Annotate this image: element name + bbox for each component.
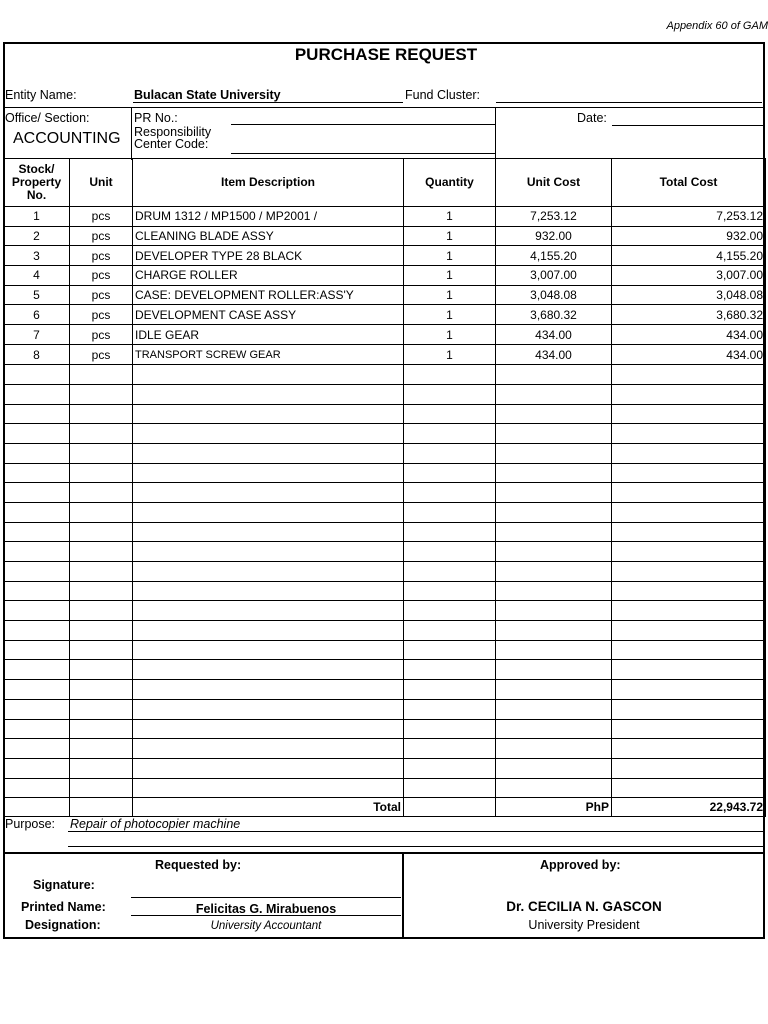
divider bbox=[495, 107, 496, 160]
col-header-unit: Unit bbox=[70, 159, 133, 207]
entity-name-value: Bulacan State University bbox=[134, 88, 281, 102]
designation-label: Designation: bbox=[25, 918, 101, 932]
empty-cell bbox=[612, 660, 766, 680]
empty-cell bbox=[404, 660, 496, 680]
empty-cell bbox=[4, 601, 70, 621]
empty-table-row bbox=[4, 680, 766, 700]
empty-cell bbox=[612, 483, 766, 503]
empty-table-row bbox=[4, 404, 766, 424]
item-description: DEVELOPMENT CASE ASSY bbox=[133, 305, 404, 325]
table-row bbox=[4, 305, 766, 325]
empty-cell bbox=[70, 660, 133, 680]
empty-cell bbox=[4, 739, 70, 759]
empty-cell bbox=[133, 443, 404, 463]
empty-cell bbox=[404, 384, 496, 404]
empty-cell bbox=[612, 384, 766, 404]
empty-cell bbox=[496, 542, 612, 562]
empty-cell bbox=[133, 778, 404, 798]
approver-name: Dr. CECILIA N. GASCON bbox=[506, 899, 662, 914]
empty-cell bbox=[404, 581, 496, 601]
empty-table-row bbox=[4, 384, 766, 404]
table-row bbox=[4, 207, 766, 227]
empty-cell bbox=[404, 601, 496, 621]
table-row bbox=[4, 285, 766, 305]
empty-cell bbox=[404, 640, 496, 660]
empty-cell bbox=[4, 660, 70, 680]
col-header-stock: Stock/ Property No. bbox=[4, 159, 70, 207]
empty-cell bbox=[612, 542, 766, 562]
item-unit: pcs bbox=[70, 345, 133, 365]
empty-cell bbox=[70, 798, 133, 817]
empty-table-row bbox=[4, 739, 766, 759]
item-unit-cost: 932.00 bbox=[496, 226, 612, 246]
empty-cell bbox=[404, 502, 496, 522]
divider bbox=[5, 107, 763, 108]
empty-cell bbox=[70, 680, 133, 700]
empty-cell bbox=[496, 640, 612, 660]
empty-cell bbox=[496, 483, 612, 503]
empty-cell bbox=[496, 404, 612, 424]
empty-cell bbox=[612, 758, 766, 778]
empty-cell bbox=[4, 778, 70, 798]
empty-cell bbox=[496, 758, 612, 778]
empty-cell bbox=[70, 739, 133, 759]
empty-cell bbox=[70, 640, 133, 660]
purpose-value: Repair of photocopier machine bbox=[70, 817, 241, 831]
item-quantity: 1 bbox=[404, 305, 496, 325]
empty-cell bbox=[496, 601, 612, 621]
empty-cell bbox=[70, 621, 133, 641]
empty-table-row bbox=[4, 601, 766, 621]
empty-cell bbox=[404, 699, 496, 719]
pr-no-label: PR No.: bbox=[134, 111, 178, 125]
empty-cell bbox=[133, 384, 404, 404]
col-header-description: Item Description bbox=[133, 159, 404, 207]
empty-cell bbox=[133, 483, 404, 503]
empty-cell bbox=[70, 404, 133, 424]
empty-cell bbox=[612, 404, 766, 424]
empty-cell bbox=[70, 562, 133, 582]
purpose-underline-2 bbox=[68, 846, 765, 847]
office-section-value: ACCOUNTING bbox=[13, 130, 121, 147]
empty-cell bbox=[496, 699, 612, 719]
empty-cell bbox=[612, 443, 766, 463]
empty-table-row bbox=[4, 424, 766, 444]
purpose-underline bbox=[68, 831, 765, 832]
item-quantity: 1 bbox=[404, 246, 496, 266]
item-unit: pcs bbox=[70, 266, 133, 286]
table-row bbox=[4, 246, 766, 266]
empty-table-row bbox=[4, 699, 766, 719]
empty-cell bbox=[4, 581, 70, 601]
empty-cell bbox=[4, 384, 70, 404]
empty-cell bbox=[404, 758, 496, 778]
empty-cell bbox=[70, 463, 133, 483]
item-description: DEVELOPER TYPE 28 BLACK bbox=[133, 246, 404, 266]
empty-cell bbox=[4, 404, 70, 424]
requester-designation: University Accountant bbox=[210, 920, 322, 932]
item-total-cost: 434.00 bbox=[612, 325, 766, 345]
table-row bbox=[4, 345, 766, 365]
empty-table-row bbox=[4, 502, 766, 522]
empty-cell bbox=[70, 483, 133, 503]
empty-cell bbox=[133, 660, 404, 680]
empty-cell bbox=[133, 404, 404, 424]
empty-cell bbox=[70, 443, 133, 463]
table-row bbox=[4, 325, 766, 345]
empty-cell bbox=[404, 621, 496, 641]
rcc-underline bbox=[231, 153, 495, 154]
item-total-cost: 932.00 bbox=[612, 226, 766, 246]
col-header-quantity: Quantity bbox=[404, 159, 496, 207]
item-description: CHARGE ROLLER bbox=[133, 266, 404, 286]
empty-cell bbox=[4, 424, 70, 444]
total-label: Total bbox=[133, 798, 404, 817]
empty-cell bbox=[4, 798, 70, 817]
empty-cell bbox=[612, 778, 766, 798]
item-total-cost: 3,680.32 bbox=[612, 305, 766, 325]
empty-cell bbox=[496, 660, 612, 680]
items-table bbox=[3, 158, 766, 817]
empty-cell bbox=[612, 621, 766, 641]
empty-cell bbox=[496, 443, 612, 463]
item-quantity: 1 bbox=[404, 207, 496, 227]
empty-cell bbox=[612, 739, 766, 759]
empty-table-row bbox=[4, 522, 766, 542]
item-description: CLEANING BLADE ASSY bbox=[133, 226, 404, 246]
empty-cell bbox=[133, 699, 404, 719]
empty-cell bbox=[496, 562, 612, 582]
item-description: IDLE GEAR bbox=[133, 325, 404, 345]
item-total-cost: 434.00 bbox=[612, 345, 766, 365]
item-stock-no: 8 bbox=[4, 345, 70, 365]
printed-name-line bbox=[131, 915, 401, 916]
empty-cell bbox=[4, 502, 70, 522]
empty-table-row bbox=[4, 463, 766, 483]
form-title: PURCHASE REQUEST bbox=[294, 45, 478, 64]
empty-cell bbox=[4, 365, 70, 385]
empty-cell bbox=[133, 463, 404, 483]
item-stock-no: 4 bbox=[4, 266, 70, 286]
date-label: Date: bbox=[577, 111, 607, 125]
empty-cell bbox=[612, 502, 766, 522]
table-row bbox=[4, 266, 766, 286]
empty-cell bbox=[496, 502, 612, 522]
empty-cell bbox=[496, 581, 612, 601]
empty-cell bbox=[496, 739, 612, 759]
empty-cell bbox=[70, 384, 133, 404]
item-stock-no: 7 bbox=[4, 325, 70, 345]
item-quantity: 1 bbox=[404, 285, 496, 305]
item-stock-no: 5 bbox=[4, 285, 70, 305]
empty-cell bbox=[133, 502, 404, 522]
grand-total-value: 22,943.72 bbox=[612, 798, 766, 817]
empty-cell bbox=[612, 699, 766, 719]
divider bbox=[131, 107, 132, 160]
item-unit: pcs bbox=[70, 207, 133, 227]
empty-cell bbox=[4, 443, 70, 463]
purpose-label: Purpose: bbox=[5, 817, 56, 831]
empty-table-row bbox=[4, 660, 766, 680]
empty-cell bbox=[70, 502, 133, 522]
item-stock-no: 3 bbox=[4, 246, 70, 266]
col-header-total-cost: Total Cost bbox=[612, 159, 766, 207]
empty-cell bbox=[612, 562, 766, 582]
empty-cell bbox=[70, 542, 133, 562]
pr-no-underline bbox=[231, 124, 495, 125]
printed-name-label: Printed Name: bbox=[21, 900, 106, 914]
empty-cell bbox=[4, 522, 70, 542]
approver-designation: University President bbox=[528, 918, 640, 932]
item-unit-cost: 4,155.20 bbox=[496, 246, 612, 266]
empty-cell bbox=[133, 581, 404, 601]
empty-cell bbox=[404, 680, 496, 700]
empty-cell bbox=[70, 601, 133, 621]
signature-divider bbox=[3, 852, 765, 854]
empty-cell bbox=[496, 719, 612, 739]
item-unit: pcs bbox=[70, 246, 133, 266]
empty-cell bbox=[133, 640, 404, 660]
empty-cell bbox=[4, 680, 70, 700]
item-total-cost: 4,155.20 bbox=[612, 246, 766, 266]
empty-cell bbox=[404, 424, 496, 444]
empty-cell bbox=[70, 365, 133, 385]
empty-cell bbox=[4, 699, 70, 719]
item-total-cost: 3,048.08 bbox=[612, 285, 766, 305]
fund-cluster-label: Fund Cluster: bbox=[405, 88, 481, 102]
empty-cell bbox=[133, 542, 404, 562]
currency-label: PhP bbox=[496, 798, 612, 817]
empty-cell bbox=[496, 365, 612, 385]
item-quantity: 1 bbox=[404, 325, 496, 345]
empty-cell bbox=[404, 542, 496, 562]
empty-cell bbox=[70, 778, 133, 798]
empty-cell bbox=[496, 384, 612, 404]
empty-table-row bbox=[4, 562, 766, 582]
empty-table-row bbox=[4, 758, 766, 778]
empty-cell bbox=[4, 640, 70, 660]
item-stock-no: 2 bbox=[4, 226, 70, 246]
empty-cell bbox=[70, 424, 133, 444]
entity-name-label: Entity Name: bbox=[5, 88, 77, 102]
empty-cell bbox=[4, 758, 70, 778]
empty-cell bbox=[612, 581, 766, 601]
item-quantity: 1 bbox=[404, 266, 496, 286]
empty-cell bbox=[612, 463, 766, 483]
empty-cell bbox=[496, 522, 612, 542]
empty-table-row bbox=[4, 719, 766, 739]
entity-underline bbox=[133, 102, 403, 103]
empty-cell bbox=[404, 719, 496, 739]
empty-cell bbox=[133, 719, 404, 739]
appendix-label: Appendix 60 of GAM bbox=[666, 20, 768, 32]
empty-cell bbox=[133, 680, 404, 700]
item-unit-cost: 3,007.00 bbox=[496, 266, 612, 286]
empty-cell bbox=[70, 699, 133, 719]
signature-line bbox=[131, 897, 401, 898]
empty-cell bbox=[133, 621, 404, 641]
empty-cell bbox=[612, 365, 766, 385]
empty-cell bbox=[4, 719, 70, 739]
item-quantity: 1 bbox=[404, 226, 496, 246]
rcc-label-1: Responsibility bbox=[134, 125, 212, 139]
office-section-label: Office/ Section: bbox=[5, 111, 90, 125]
empty-cell bbox=[404, 562, 496, 582]
empty-cell bbox=[404, 463, 496, 483]
empty-cell bbox=[404, 778, 496, 798]
rcc-label-2: Center Code: bbox=[134, 137, 209, 151]
empty-cell bbox=[133, 601, 404, 621]
empty-table-row bbox=[4, 443, 766, 463]
item-description: TRANSPORT SCREW GEAR bbox=[133, 345, 404, 365]
empty-cell bbox=[4, 542, 70, 562]
empty-cell bbox=[496, 778, 612, 798]
item-unit-cost: 7,253.12 bbox=[496, 207, 612, 227]
empty-cell bbox=[404, 798, 496, 817]
empty-cell bbox=[496, 680, 612, 700]
item-total-cost: 7,253.12 bbox=[612, 207, 766, 227]
empty-cell bbox=[133, 739, 404, 759]
empty-cell bbox=[612, 680, 766, 700]
table-row bbox=[4, 226, 766, 246]
item-unit-cost: 434.00 bbox=[496, 325, 612, 345]
requester-name: Felicitas G. Mirabuenos bbox=[195, 902, 337, 916]
empty-cell bbox=[404, 739, 496, 759]
item-total-cost: 3,007.00 bbox=[612, 266, 766, 286]
date-underline bbox=[612, 125, 763, 126]
empty-cell bbox=[496, 621, 612, 641]
empty-cell bbox=[4, 463, 70, 483]
item-unit: pcs bbox=[70, 305, 133, 325]
empty-cell bbox=[404, 483, 496, 503]
empty-cell bbox=[133, 522, 404, 542]
empty-cell bbox=[133, 562, 404, 582]
empty-cell bbox=[404, 522, 496, 542]
empty-cell bbox=[496, 424, 612, 444]
empty-cell bbox=[133, 424, 404, 444]
empty-table-row bbox=[4, 581, 766, 601]
item-unit-cost: 434.00 bbox=[496, 345, 612, 365]
empty-cell bbox=[70, 758, 133, 778]
empty-table-row bbox=[4, 542, 766, 562]
table-header-row bbox=[4, 159, 766, 207]
empty-cell bbox=[4, 483, 70, 503]
empty-table-row bbox=[4, 621, 766, 641]
item-unit: pcs bbox=[70, 226, 133, 246]
empty-cell bbox=[404, 443, 496, 463]
empty-cell bbox=[70, 719, 133, 739]
approved-by-label: Approved by: bbox=[540, 858, 621, 872]
empty-cell bbox=[404, 404, 496, 424]
item-stock-no: 6 bbox=[4, 305, 70, 325]
fund-cluster-underline bbox=[496, 102, 762, 103]
signature-label: Signature: bbox=[33, 878, 95, 892]
empty-cell bbox=[612, 640, 766, 660]
empty-table-row bbox=[4, 778, 766, 798]
empty-cell bbox=[612, 719, 766, 739]
empty-cell bbox=[70, 581, 133, 601]
empty-cell bbox=[133, 758, 404, 778]
empty-cell bbox=[70, 522, 133, 542]
empty-cell bbox=[612, 522, 766, 542]
empty-cell bbox=[4, 562, 70, 582]
item-description: CASE: DEVELOPMENT ROLLER:ASS'Y bbox=[133, 285, 404, 305]
empty-cell bbox=[4, 621, 70, 641]
item-unit-cost: 3,680.32 bbox=[496, 305, 612, 325]
empty-table-row bbox=[4, 365, 766, 385]
empty-table-row bbox=[4, 483, 766, 503]
item-description: DRUM 1312 / MP1500 / MP2001 / bbox=[133, 207, 404, 227]
empty-table-row bbox=[4, 640, 766, 660]
item-unit: pcs bbox=[70, 325, 133, 345]
item-unit: pcs bbox=[70, 285, 133, 305]
total-row bbox=[4, 798, 766, 817]
col-header-unit-cost: Unit Cost bbox=[496, 159, 612, 207]
empty-cell bbox=[404, 365, 496, 385]
empty-cell bbox=[612, 601, 766, 621]
empty-cell bbox=[496, 463, 612, 483]
item-stock-no: 1 bbox=[4, 207, 70, 227]
item-quantity: 1 bbox=[404, 345, 496, 365]
item-unit-cost: 3,048.08 bbox=[496, 285, 612, 305]
empty-cell bbox=[133, 365, 404, 385]
requested-by-label: Requested by: bbox=[155, 858, 242, 872]
empty-cell bbox=[612, 424, 766, 444]
